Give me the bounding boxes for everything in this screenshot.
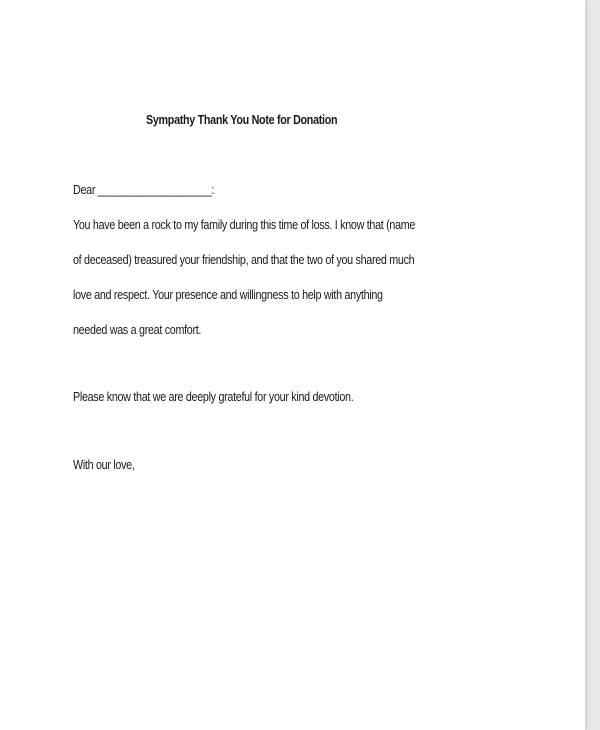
body-line: needed was a great comfort.	[73, 323, 202, 337]
body-line: You have been a rock to my family during this time of loss. I know that (name	[73, 218, 416, 232]
body-line: love and respect. Your presence and willingness to help with anything	[73, 288, 383, 302]
document-title: Sympathy Thank You Note for Donation	[146, 113, 338, 127]
closing-line: With our love,	[73, 458, 135, 472]
salutation-line: Dear ____________________:	[73, 183, 215, 197]
body-line: of deceased) treasured your friendship, and that the two of you shared much	[73, 253, 415, 267]
gratitude-line: Please know that we are deeply grateful for your kind devotion.	[73, 390, 354, 404]
